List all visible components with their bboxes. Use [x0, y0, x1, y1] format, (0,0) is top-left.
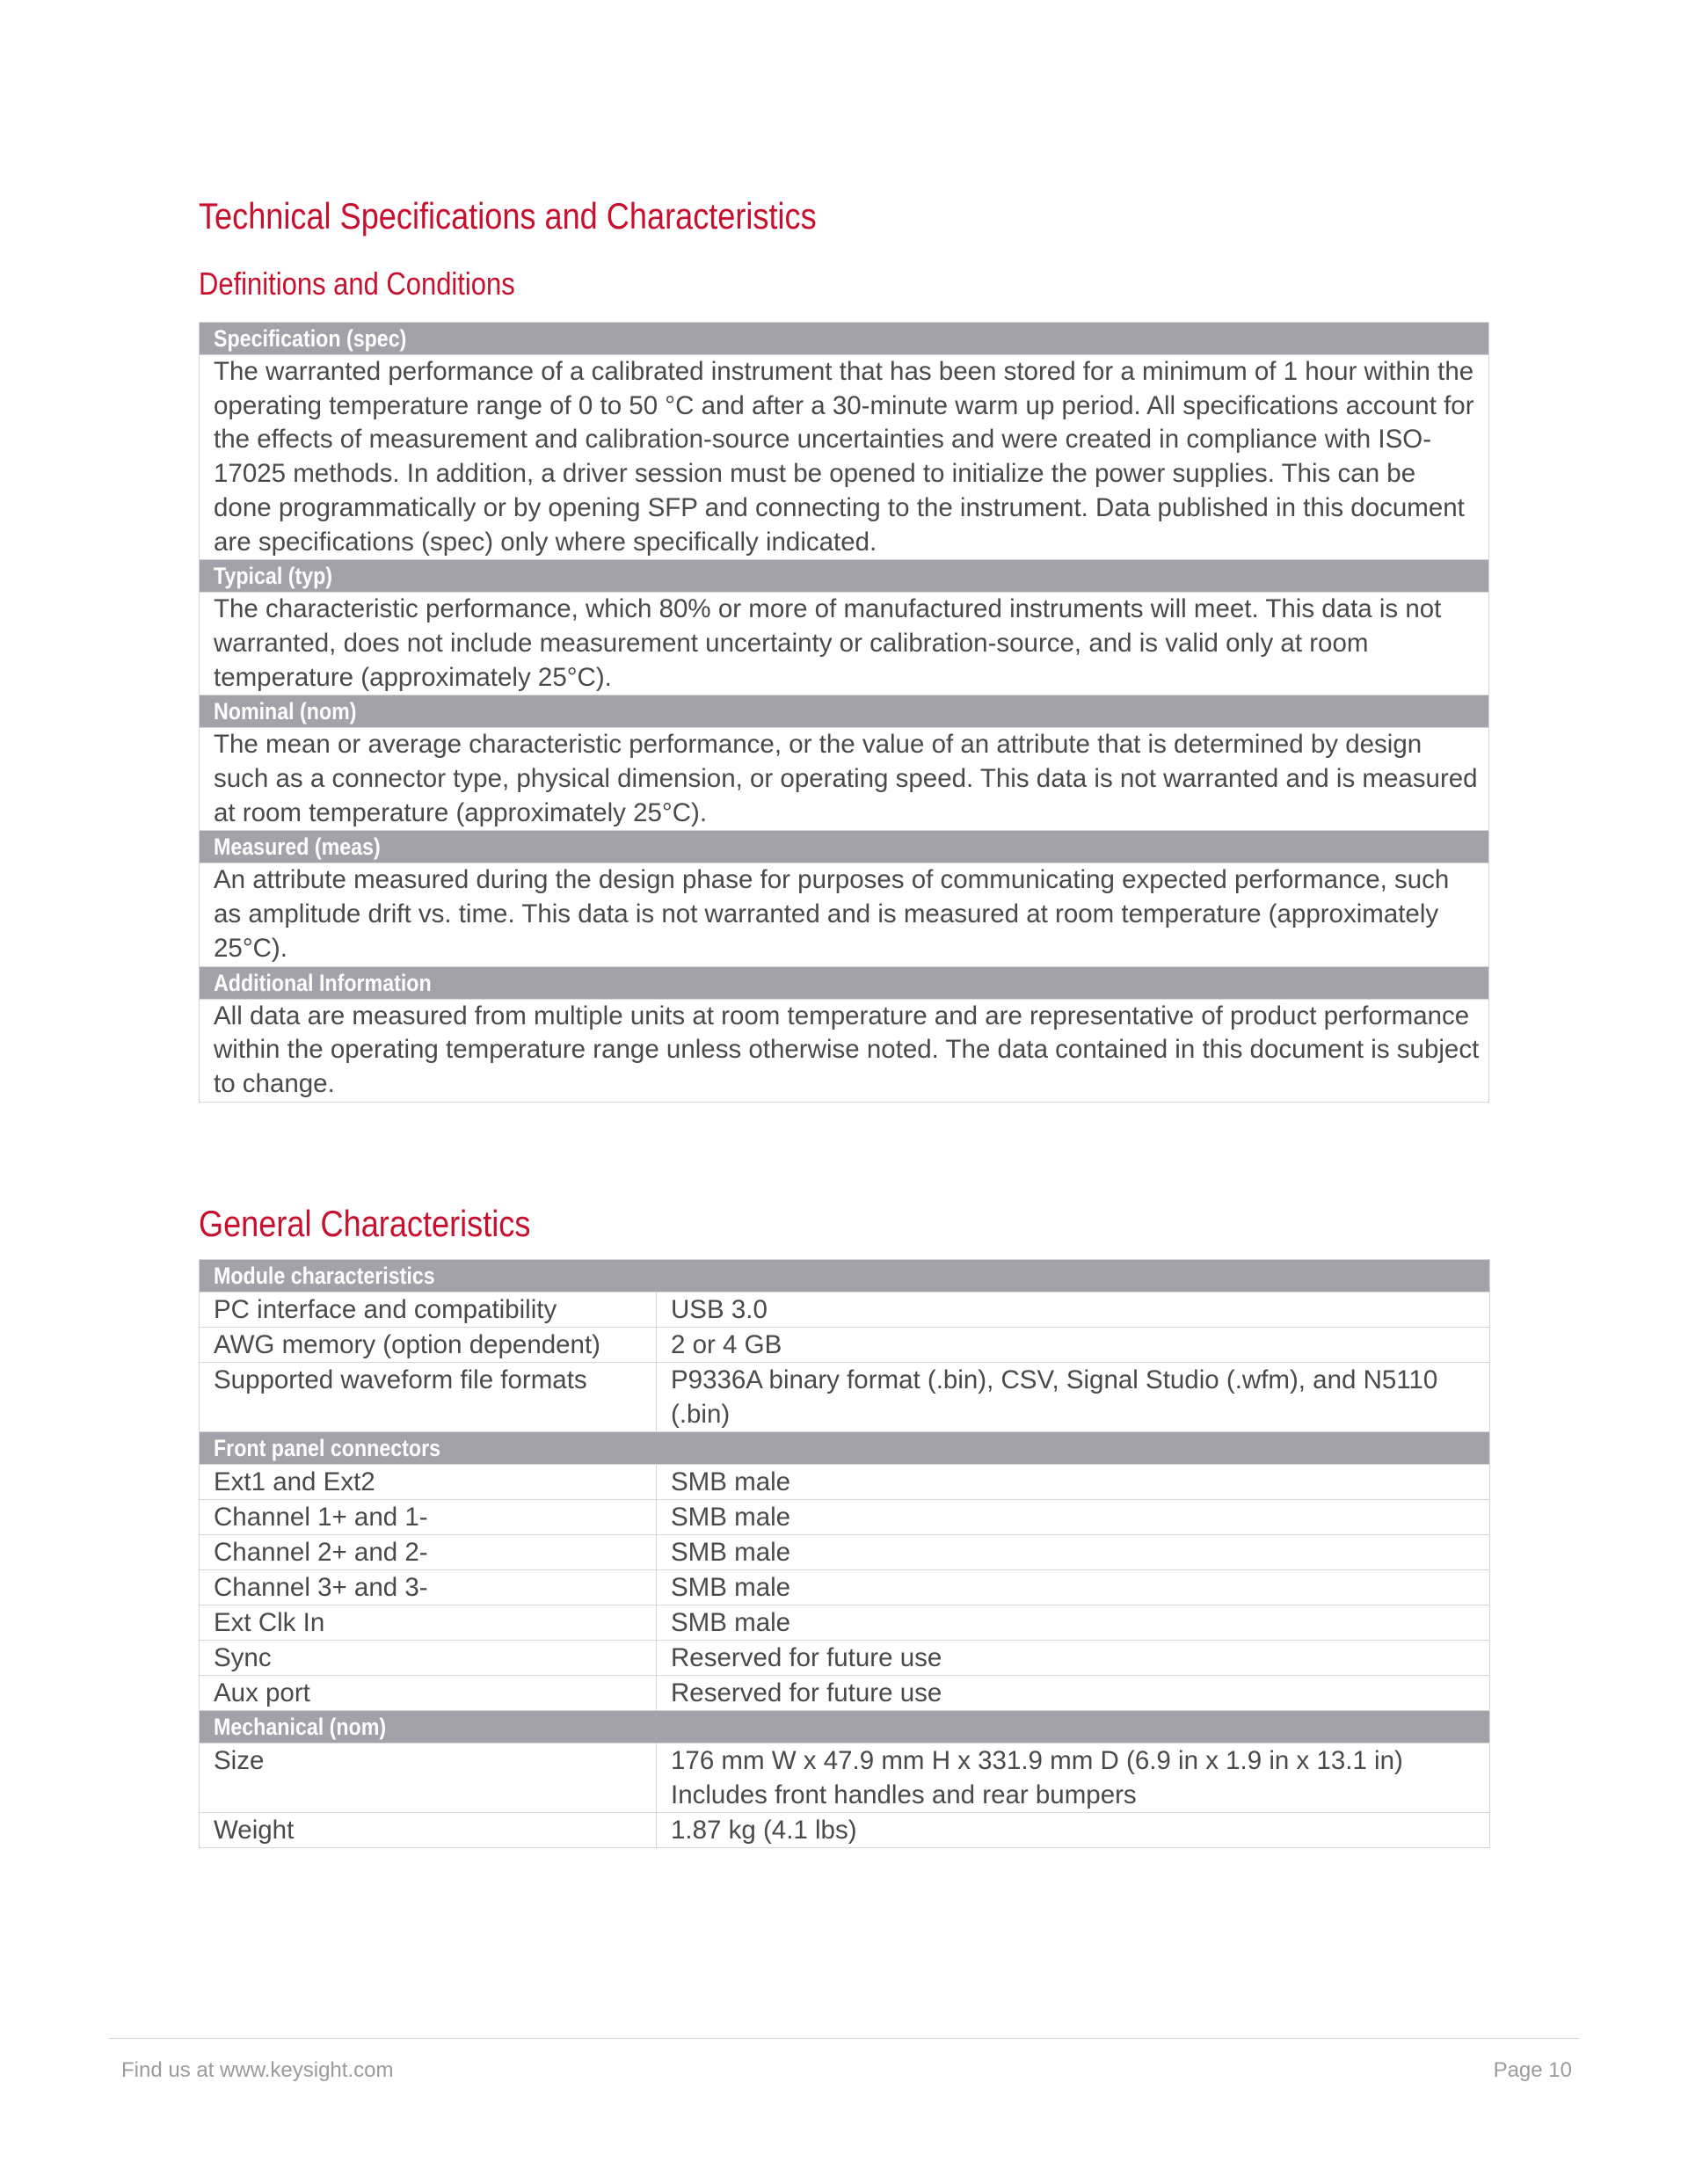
general-characteristics-table [199, 1259, 1490, 1848]
definition-header: Typical (typ) [200, 560, 1489, 593]
row-value: SMB male [657, 1605, 1490, 1641]
row-value: USB 3.0 [657, 1292, 1490, 1328]
table-row [200, 1328, 1490, 1363]
table-row [200, 1605, 1490, 1641]
row-value: Reserved for future use [657, 1641, 1490, 1676]
table-row [200, 1570, 1490, 1605]
definition-text: The characteristic performance, which 80% or more of manufactured instruments will meet. This data is not warranted, does not include measurement uncertainty or calibration-source, and is valid only at room temperature (approximately 25°C). [200, 593, 1489, 695]
row-value: SMB male [657, 1500, 1490, 1535]
section-header: Mechanical (nom) [200, 1711, 1490, 1744]
definition-text: All data are measured from multiple units at room temperature and are representative of product performance within the operating temperature range unless otherwise noted. The data contained in this document is subject to change. [200, 999, 1489, 1102]
table-row [200, 1813, 1490, 1848]
table-row [200, 1676, 1490, 1711]
footer-website: Find us at www.keysight.com [121, 2058, 394, 2082]
row-label: Aux port [200, 1676, 657, 1711]
table-row [200, 1465, 1490, 1500]
row-value: 176 mm W x 47.9 mm H x 331.9 mm D (6.9 in x 1.9 in x 13.1 in) Includes front handles and rear bumpers [657, 1744, 1490, 1813]
row-label: Ext Clk In [200, 1605, 657, 1641]
row-label: Weight [200, 1813, 657, 1848]
row-label: Channel 3+ and 3- [200, 1570, 657, 1605]
row-value: P9336A binary format (.bin), CSV, Signal Studio (.wfm), and N5110 (.bin) [657, 1363, 1490, 1432]
row-label: Sync [200, 1641, 657, 1676]
page-number: Page 10 [1493, 2058, 1572, 2082]
table-row [200, 1500, 1490, 1535]
section-header: Module characteristics [200, 1260, 1490, 1292]
row-value: Reserved for future use [657, 1676, 1490, 1711]
table-row [200, 1535, 1490, 1570]
row-label: Size [200, 1744, 657, 1813]
definition-text: An attribute measured during the design phase for purposes of communicating expected performance, such as amplitude drift vs. time. This data is not warranted and is measured at room temperature (approximately 25°C). [200, 863, 1489, 966]
row-label: AWG memory (option dependent) [200, 1328, 657, 1363]
table-row [200, 1292, 1490, 1328]
row-label: Ext1 and Ext2 [200, 1465, 657, 1500]
definition-header: Specification (spec) [200, 323, 1489, 355]
definitions-title: Definitions and Conditions [199, 266, 515, 302]
table-row [200, 1363, 1490, 1432]
row-value: SMB male [657, 1570, 1490, 1605]
definitions-table [199, 322, 1489, 1103]
row-value: SMB male [657, 1535, 1490, 1570]
page-title: Technical Specifications and Characteristics [199, 195, 817, 237]
table-row [200, 1641, 1490, 1676]
row-label: Supported waveform file formats [200, 1363, 657, 1432]
row-label: Channel 1+ and 1- [200, 1500, 657, 1535]
row-value: 1.87 kg (4.1 lbs) [657, 1813, 1490, 1848]
definition-header: Additional Information [200, 966, 1489, 999]
general-characteristics-title: General Characteristics [199, 1203, 531, 1244]
row-label: PC interface and compatibility [200, 1292, 657, 1328]
definition-text: The mean or average characteristic performance, or the value of an attribute that is determined by design such as a connector type, physical dimension, or operating speed. This data is not warranted and is measured at room temperature (approximately 25°C). [200, 728, 1489, 831]
definition-header: Measured (meas) [200, 831, 1489, 863]
row-label: Channel 2+ and 2- [200, 1535, 657, 1570]
section-header: Front panel connectors [200, 1432, 1490, 1465]
table-row [200, 1744, 1490, 1813]
row-value: SMB male [657, 1465, 1490, 1500]
definition-header: Nominal (nom) [200, 695, 1489, 728]
definition-text: The warranted performance of a calibrated instrument that has been stored for a minimum of 1 hour within the operating temperature range of 0 to 50 °C and after a 30-minute warm up period. All specifications account for the effects of measurement and calibration-source uncertainties and were created in compliance with ISO-17025 methods. In addition, a driver session must be opened to initialize the power supplies. This can be done programmatically or by opening SFP and connecting to the instrument. Data published in this document are specifications (spec) only where specifically indicated. [200, 355, 1489, 560]
footer-divider [109, 2038, 1579, 2039]
row-value: 2 or 4 GB [657, 1328, 1490, 1363]
